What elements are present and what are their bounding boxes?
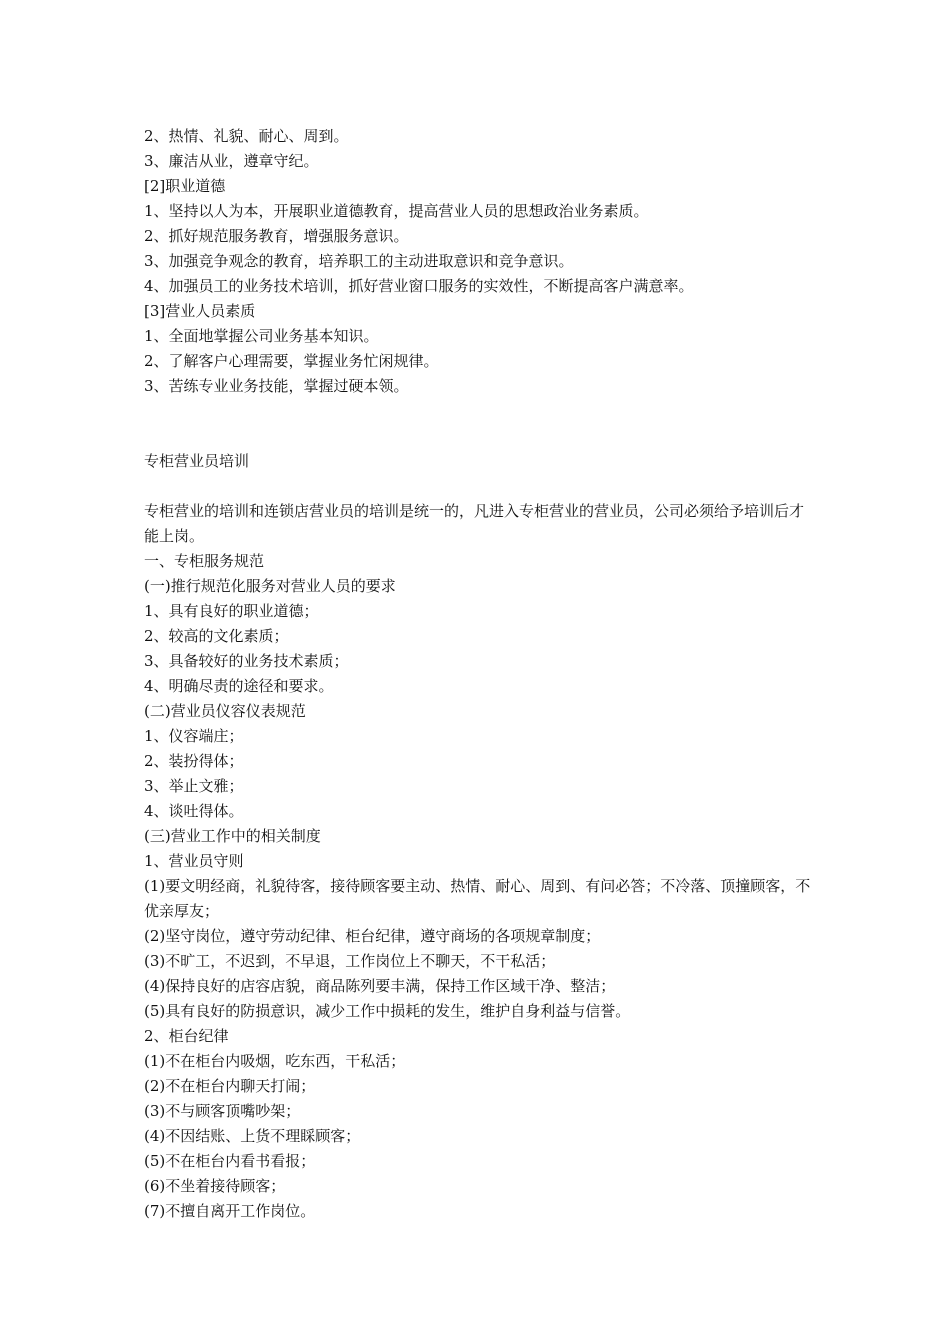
text-line: 4、明确尽责的途径和要求。 xyxy=(144,677,334,695)
subheading-requirements: (一)推行规范化服务对营业人员的要求 xyxy=(144,577,396,595)
text-line: 4、加强员工的业务技术培训，抓好营业窗口服务的实效性，不断提高客户满意率。 xyxy=(144,277,694,295)
text-line: (6)不坐着接待顾客； xyxy=(144,1177,286,1195)
spacer xyxy=(144,399,812,449)
section-title: 专柜营业员培训 xyxy=(144,452,250,470)
section-counter-service xyxy=(144,549,812,1224)
text-line: 2、较高的文化素质； xyxy=(144,627,289,645)
text-line: (3)不旷工，不迟到，不早退，工作岗位上不聊天，不干私活； xyxy=(144,952,556,970)
subheading-professional-ethics: [2]职业道德 xyxy=(144,177,226,195)
text-line: 1、具有良好的职业道德； xyxy=(144,602,319,620)
section-service-attitude xyxy=(144,124,812,399)
text-line: (2)不在柜台内聊天打闹； xyxy=(144,1077,316,1095)
text-line: (7)不擅自离开工作岗位。 xyxy=(144,1202,316,1220)
subheading-regulations: (三)营业工作中的相关制度 xyxy=(144,827,321,845)
text-line: 3、加强竞争观念的教育，培养职工的主动进取意识和竞争意识。 xyxy=(144,252,574,270)
text-line: 3、举止文雅； xyxy=(144,777,244,795)
text-line: 2、装扮得体； xyxy=(144,752,244,770)
text-line: (1)不在柜台内吸烟，吃东西，干私活； xyxy=(144,1052,406,1070)
subheading-counter-discipline: 2、柜台纪律 xyxy=(144,1027,229,1045)
intro-paragraph: 专柜营业的培训和连锁店营业员的培训是统一的，凡进入专柜营业的营业员，公司必须给予培训后才能上岗。 xyxy=(144,502,805,545)
heading-counter-service-norms: 一、专柜服务规范 xyxy=(144,552,265,570)
text-line: 2、抓好规范服务教育，增强服务意识。 xyxy=(144,227,409,245)
text-line: (1)要文明经商，礼貌待客，接待顾客要主动、热情、耐心、周到、有问必答；不冷落、顶撞顾客，不优亲厚友； xyxy=(144,877,811,920)
text-line: (5)不在柜台内看书看报； xyxy=(144,1152,316,1170)
subheading-staff-quality: [3]营业人员素质 xyxy=(144,302,256,320)
text-line: 3、苦练专业业务技能，掌握过硬本领。 xyxy=(144,377,409,395)
text-line: 4、谈吐得体。 xyxy=(144,802,244,820)
text-line: (5)具有良好的防损意识，减少工作中损耗的发生，维护自身利益与信誉。 xyxy=(144,1002,631,1020)
text-line: (3)不与顾客顶嘴吵架； xyxy=(144,1102,301,1120)
spacer xyxy=(144,474,812,499)
text-line: 2、热情、礼貌、耐心、周到。 xyxy=(144,127,349,145)
text-line: (2)坚守岗位，遵守劳动纪律、柜台纪律，遵守商场的各项规章制度； xyxy=(144,927,601,945)
text-line: 3、具备较好的业务技术素质； xyxy=(144,652,349,670)
text-line: (4)保持良好的店容店貌，商品陈列要丰满，保持工作区域干净、整洁； xyxy=(144,977,616,995)
document-body xyxy=(144,124,812,1224)
text-line: 1、全面地掌握公司业务基本知识。 xyxy=(144,327,379,345)
text-line: 2、了解客户心理需要，掌握业务忙闲规律。 xyxy=(144,352,439,370)
text-line: 3、廉洁从业，遵章守纪。 xyxy=(144,152,319,170)
subheading-staff-rules: 1、营业员守则 xyxy=(144,852,244,870)
text-line: 1、仪容端庄； xyxy=(144,727,244,745)
subheading-appearance: (二)营业员仪容仪表规范 xyxy=(144,702,306,720)
text-line: 1、坚持以人为本，开展职业道德教育，提高营业人员的思想政治业务素质。 xyxy=(144,202,649,220)
text-line: (4)不因结账、上货不理睬顾客； xyxy=(144,1127,361,1145)
